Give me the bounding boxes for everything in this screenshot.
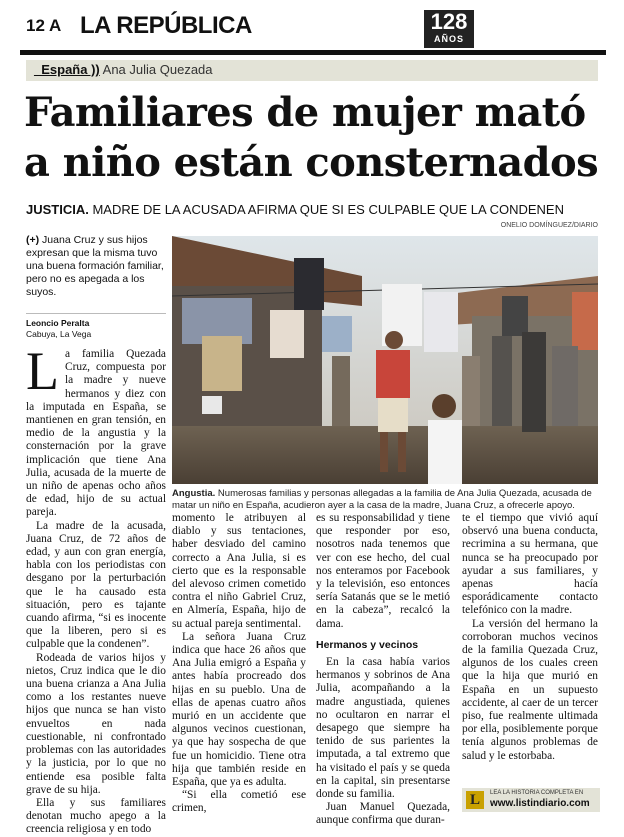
paragraph: Rodeada de varios hijos y nietos, Cruz indica que le dio una buena crianza a Ana Julia como a los restantes nueve hijos que nunca se han visto envueltos en nada cuestionable, ni confrontado problemas con las autoridades y la justicia, por lo que no entiende esa posible falta grave de su hija. bbox=[26, 651, 166, 796]
section-bar bbox=[26, 60, 598, 81]
news-photo bbox=[172, 236, 598, 484]
kicker bbox=[26, 202, 600, 217]
article-column-1 bbox=[26, 341, 166, 837]
article-column-4 bbox=[462, 512, 598, 763]
paragraph: La versión del hermano la corroboran muchos vecinos de la familia Quezada Cruz, algunos de los cuales creen que la hija que murió en España en un supuesto accidente, al caer de un tercer piso, fue realmente ultimada por ella, posiblemente porque tenía algunos problemas de salud y le estorbaba. bbox=[462, 617, 598, 762]
paragraph: En la casa había varios hermanos y sobrinos de Ana Julia, acompañando a la madre angustiada, quienes no ocultaron en narrar el desapego que siempre ha tenido de sus parientes la imputada, a tal extremo que ha visitado el país y se queda en la capital, sin presentarse donde su familia. bbox=[316, 656, 450, 801]
paragraph: La señora Juana Cruz indica que hace 26 años que Ana Julia emigró a España y antes había procreado dos hijas en su pueblo. Una de ellas de apenas cuatro años murió en un accidente que algunos vecinos cuestionan, ya que hay sospecha de que fue un homicidio. Tiene otra hija que también reside en España, que ya es adulta. bbox=[172, 630, 306, 789]
caption-text: Numerosas familias y personas allegadas a la familia de Ana Julia Quezada, acusada de matar un niño en España, acudieron ayer a la casa de la madre, Juana Cruz, a ofrecerle apoyo. bbox=[172, 488, 592, 511]
kicker-label: JUSTICIA. bbox=[26, 202, 89, 217]
masthead-rule bbox=[20, 50, 606, 55]
paragraph: te el tiempo que vivió aquí observó una buena conducta, recrimina a su hermana, que nunca se ha preocupado por ayudar a sus familiares, y apenas hacía esporádicamente contacto telefónico con la madre. bbox=[462, 512, 598, 617]
paragraph: La madre de la acusada, Juana Cruz, de 72 años de edad, y aun con gran energía, habla con los periodistas con desgano por la perturbación que le ha causado esta situación, pero es tajante cuando afirma, “si es inocente que la liberen, pero si es culpable que la condenen”. bbox=[26, 519, 166, 651]
anniversary-label: AÑOS bbox=[433, 34, 464, 44]
photo-credit: ONELIO DOMÍNGUEZ/DIARIO bbox=[500, 222, 598, 229]
article-column-2 bbox=[172, 512, 306, 816]
paragraph: es su responsabilidad y tiene que responder por eso, nosotros nada tenemos que ver con ese hecho, del cual nos enteramos por Facebook y la televisión, eso entonces sería Satanás que se le metió en la cabeza”, recalcó la dama. bbox=[316, 512, 450, 630]
byline bbox=[26, 313, 166, 340]
listin-logo: L bbox=[466, 791, 484, 809]
newspaper-title: LA REPÚBLICA bbox=[80, 12, 252, 39]
anniversary-badge bbox=[424, 10, 474, 48]
section-name: _España )) bbox=[34, 62, 100, 77]
promo-text: LEA LA HISTORIA COMPLETA EN bbox=[490, 790, 584, 796]
drop-cap: L bbox=[26, 341, 59, 401]
caption-label: Angustia. bbox=[172, 488, 216, 499]
website-promo[interactable] bbox=[462, 788, 600, 812]
paragraph: a familia Quezada Cruz, compuesta por la madre y nueve hermanos y diez con la imputada en España, se mantienen en gran tensión, en medio de la angustia y la consternación por la grave implicación que tiene Ana Julia, acusada de la muerte de un niño de apenas ocho años de edad, hijo de su actual pareja. bbox=[26, 348, 166, 519]
anniversary-number: 128 bbox=[430, 9, 468, 34]
paragraph: Ella y sus familiares denotan mucho apego a la creencia religiosa y en todo bbox=[26, 796, 166, 836]
subheading: Hermanos y vecinos bbox=[316, 638, 419, 651]
author-name: Leoncio Peralta bbox=[26, 318, 90, 328]
kicker-text: MADRE DE LA ACUSADA AFIRMA QUE SI ES CULPABLE QUE LA CONDENEN bbox=[92, 202, 564, 217]
author-location: Cabuya, La Vega bbox=[26, 329, 92, 339]
paragraph: Juan Manuel Quezada, aunque confirma que duran- bbox=[316, 801, 450, 827]
summary-brief bbox=[26, 234, 166, 299]
headline: Familiares de mujer mató a niño están consternados bbox=[24, 89, 598, 186]
website-link[interactable]: www.listindiario.com bbox=[490, 798, 590, 809]
page-number: 12 A bbox=[26, 16, 62, 35]
paragraph: momento le atribuyen al diablo y sus tentaciones, haber desviado del camino correcto a Ana Julia, si es cierto que es la responsable del alevoso crimen cometido contra el niño Gabriel Cruz, en Almería, España, hijo de su actual pareja sentimental. bbox=[172, 512, 306, 630]
section-topic: Ana Julia Quezada bbox=[102, 62, 213, 77]
photo-illustration bbox=[172, 236, 598, 484]
brief-marker: (+) bbox=[26, 234, 40, 246]
brief-text: Juana Cruz y sus hijos expresan que la misma tuvo una buena formación familiar, pero no es apegada a los suyos. bbox=[26, 234, 164, 298]
article-column-3 bbox=[316, 512, 450, 828]
paragraph: “Si ella cometió ese crimen, bbox=[172, 789, 306, 815]
photo-caption bbox=[172, 488, 598, 512]
